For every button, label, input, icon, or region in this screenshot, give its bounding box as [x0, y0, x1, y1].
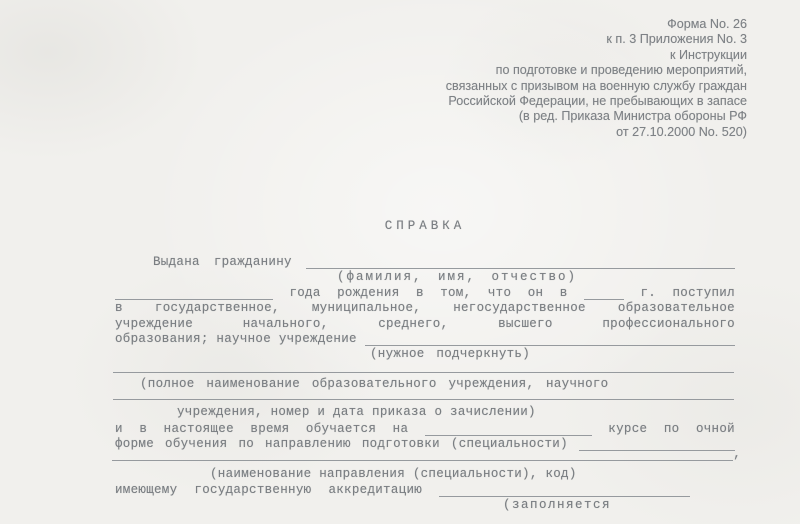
word: (специальности)	[450, 437, 568, 451]
word: в	[139, 422, 148, 436]
word: форме	[115, 437, 155, 451]
word: на	[392, 422, 409, 436]
birth-word: в	[559, 286, 568, 300]
word: имеющему	[115, 483, 178, 497]
order-blank-line	[113, 388, 734, 400]
birth-word: г.	[640, 286, 657, 300]
trailing-comma: ,	[733, 447, 741, 461]
course-blank-line	[425, 421, 592, 436]
word: направлению	[265, 437, 351, 451]
caption-filled-in: (заполняется	[503, 498, 612, 512]
word: аккредитацию	[328, 483, 423, 497]
field-row-course	[115, 421, 735, 436]
header-line: связанных с призывом на военную службу граждан	[445, 78, 747, 93]
header-line: от 27.10.2000 No. 520)	[616, 124, 747, 139]
specialty-blank-line-2	[112, 449, 733, 461]
word: негосударственное	[453, 301, 586, 315]
header-line: (в ред. Приказа Министра обороны РФ	[518, 109, 747, 124]
birth-word: года	[289, 286, 321, 300]
header-line: к п. 3 Приложения No. 3	[606, 32, 747, 47]
word: в	[115, 301, 123, 315]
header-line: Форма No. 26	[667, 17, 747, 31]
field-row-accreditation	[115, 482, 735, 497]
word: время	[250, 422, 290, 436]
caption-institution-name: (полное наименование образовательного учреждения, научного	[140, 377, 609, 391]
word: настоящее	[163, 422, 234, 436]
word: государственную	[194, 483, 312, 497]
issued-label-word: Выдана	[153, 255, 200, 269]
field-row-issued-to	[115, 254, 735, 269]
birth-word: поступил	[672, 286, 735, 300]
caption-order-details: учреждения, номер и дата приказа о зачислении)	[177, 405, 536, 419]
text-row-education-level	[115, 316, 735, 331]
specialty-continued-line	[112, 449, 741, 461]
field-row-birth-year	[115, 285, 735, 300]
word: муниципальное,	[311, 301, 422, 315]
birth-year-blank-line	[115, 285, 273, 300]
birth-word: что	[487, 286, 512, 300]
word: учреждение	[115, 317, 194, 331]
field-row-science-institution	[115, 331, 735, 346]
birth-word: рождения	[337, 286, 400, 300]
institution-name-blank-line	[113, 361, 734, 373]
science-blank-line	[365, 331, 735, 346]
birth-word: он	[527, 286, 544, 300]
birth-word: в	[415, 286, 424, 300]
form-header	[446, 17, 747, 140]
word: среднего,	[378, 317, 449, 331]
word: государственное,	[154, 301, 280, 315]
header-line: к Инструкции	[669, 47, 747, 62]
accreditation-blank-line	[439, 482, 690, 497]
caption-full-name: (фамилия, имя, отчество)	[337, 270, 578, 284]
word: по	[238, 437, 255, 451]
text-row-institution-type	[115, 300, 735, 315]
word: начального,	[242, 317, 329, 331]
word: по	[663, 422, 680, 436]
word: очной	[695, 422, 735, 436]
word: высшего	[498, 317, 553, 331]
birth-word: том,	[440, 286, 472, 300]
enroll-year-blank-line	[584, 285, 624, 300]
word: образовательное	[617, 301, 735, 315]
page-title: СПРАВКА	[384, 219, 466, 233]
word: курсе	[608, 422, 648, 436]
word: подготовки	[361, 437, 440, 451]
word: обучения	[165, 437, 228, 451]
caption-underline-needed: (нужное подчеркнуть)	[370, 347, 531, 361]
name-blank-line	[306, 254, 735, 269]
header-line: по подготовке и проведению мероприятий,	[495, 63, 747, 78]
issued-label-word: гражданину	[213, 255, 292, 269]
word: обучается	[305, 422, 377, 436]
header-line: Российской Федерации, не пребывающих в запасе	[448, 94, 747, 109]
science-label: образования; научное учреждение	[115, 332, 357, 346]
caption-specialty-code: (наименование направления (специальности), код)	[210, 467, 577, 481]
word: профессионального	[602, 317, 735, 331]
word: и	[115, 422, 123, 436]
